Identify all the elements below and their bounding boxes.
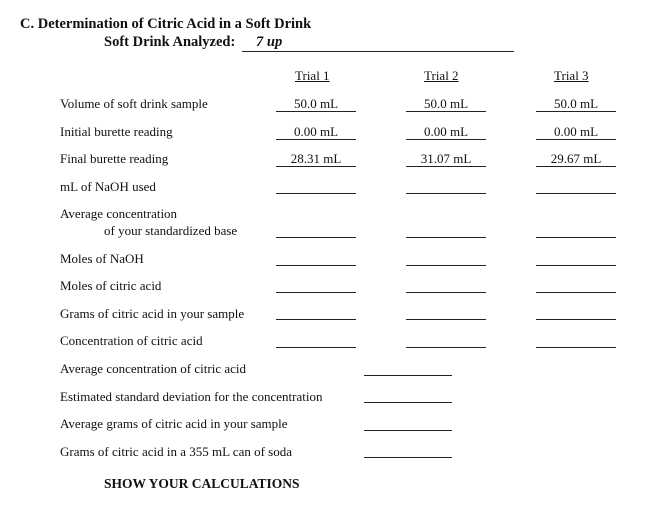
trial-3-moles-naoh-field[interactable] (536, 265, 616, 266)
row-label-conc-citric: Concentration of citric acid (60, 333, 203, 348)
trial-3-final-value: 29.67 mL (550, 151, 602, 166)
trial-1-final-value: 28.31 mL (290, 151, 342, 166)
soft-drink-value: 7 up (256, 34, 283, 50)
trial-2-volume-value: 50.0 mL (423, 96, 469, 111)
trial-1-volume-value: 50.0 mL (293, 96, 339, 111)
row-label-final-burette: Final burette reading (60, 151, 169, 166)
summary-label-grams-can: Grams of citric acid in a 355 mL can of soda (60, 444, 292, 459)
show-calculations-heading: SHOW YOUR CALCULATIONS (104, 476, 300, 491)
row-label-moles-naoh: Moles of NaOH (60, 251, 144, 266)
row-label-moles-citric: Moles of citric acid (60, 278, 162, 293)
trial-1-avg-base-field[interactable] (276, 237, 356, 238)
trial-1-ml-naoh-field[interactable] (276, 193, 356, 194)
trial-3-avg-base-field[interactable] (536, 237, 616, 238)
trial-2-moles-citric-field[interactable] (406, 292, 486, 293)
trial-3-grams-citric-field[interactable] (536, 319, 616, 320)
trial-2-avg-base-field[interactable] (406, 237, 486, 238)
summary-label-std-dev: Estimated standard deviation for the concentration (60, 389, 323, 404)
trial-3-conc-citric-field[interactable] (536, 347, 616, 348)
section-title: C. Determination of Citric Acid in a Soft Drink (20, 16, 312, 32)
trial-2-grams-citric-field[interactable] (406, 319, 486, 320)
soft-drink-label: Soft Drink Analyzed: (104, 34, 236, 50)
std-dev-field[interactable] (364, 402, 452, 403)
row-label-avg-base-line1: Average concentration (60, 206, 178, 221)
row-label-avg-base-line2: of your standardized base (104, 223, 238, 238)
trial-2-header: Trial 2 (424, 68, 459, 83)
trial-2-ml-naoh-field[interactable] (406, 193, 486, 194)
trial-2-initial-value: 0.00 mL (423, 124, 469, 139)
summary-label-avg-conc: Average concentration of citric acid (60, 361, 246, 376)
trial-1-header: Trial 1 (295, 68, 330, 83)
trial-2-final-value: 31.07 mL (420, 151, 472, 166)
row-label-ml-naoh: mL of NaOH used (60, 179, 156, 194)
avg-grams-field[interactable] (364, 430, 452, 431)
trial-1-grams-citric-field[interactable] (276, 319, 356, 320)
soft-drink-field[interactable] (242, 34, 514, 52)
trial-1-initial-value: 0.00 mL (293, 124, 339, 139)
trial-1-conc-citric-field[interactable] (276, 347, 356, 348)
avg-conc-field[interactable] (364, 375, 452, 376)
trial-3-initial-value: 0.00 mL (553, 124, 599, 139)
row-label-volume: Volume of soft drink sample (60, 96, 208, 111)
trial-1-moles-citric-field[interactable] (276, 292, 356, 293)
trial-3-moles-citric-field[interactable] (536, 292, 616, 293)
trial-2-moles-naoh-field[interactable] (406, 265, 486, 266)
summary-label-avg-grams: Average grams of citric acid in your sample (60, 416, 288, 431)
trial-3-ml-naoh-field[interactable] (536, 193, 616, 194)
trial-1-moles-naoh-field[interactable] (276, 265, 356, 266)
row-label-grams-citric: Grams of citric acid in your sample (60, 306, 245, 321)
trial-2-conc-citric-field[interactable] (406, 347, 486, 348)
trial-3-header: Trial 3 (554, 68, 589, 83)
grams-can-field[interactable] (364, 457, 452, 458)
row-label-initial-burette: Initial burette reading (60, 124, 173, 139)
trial-3-volume-value: 50.0 mL (553, 96, 599, 111)
